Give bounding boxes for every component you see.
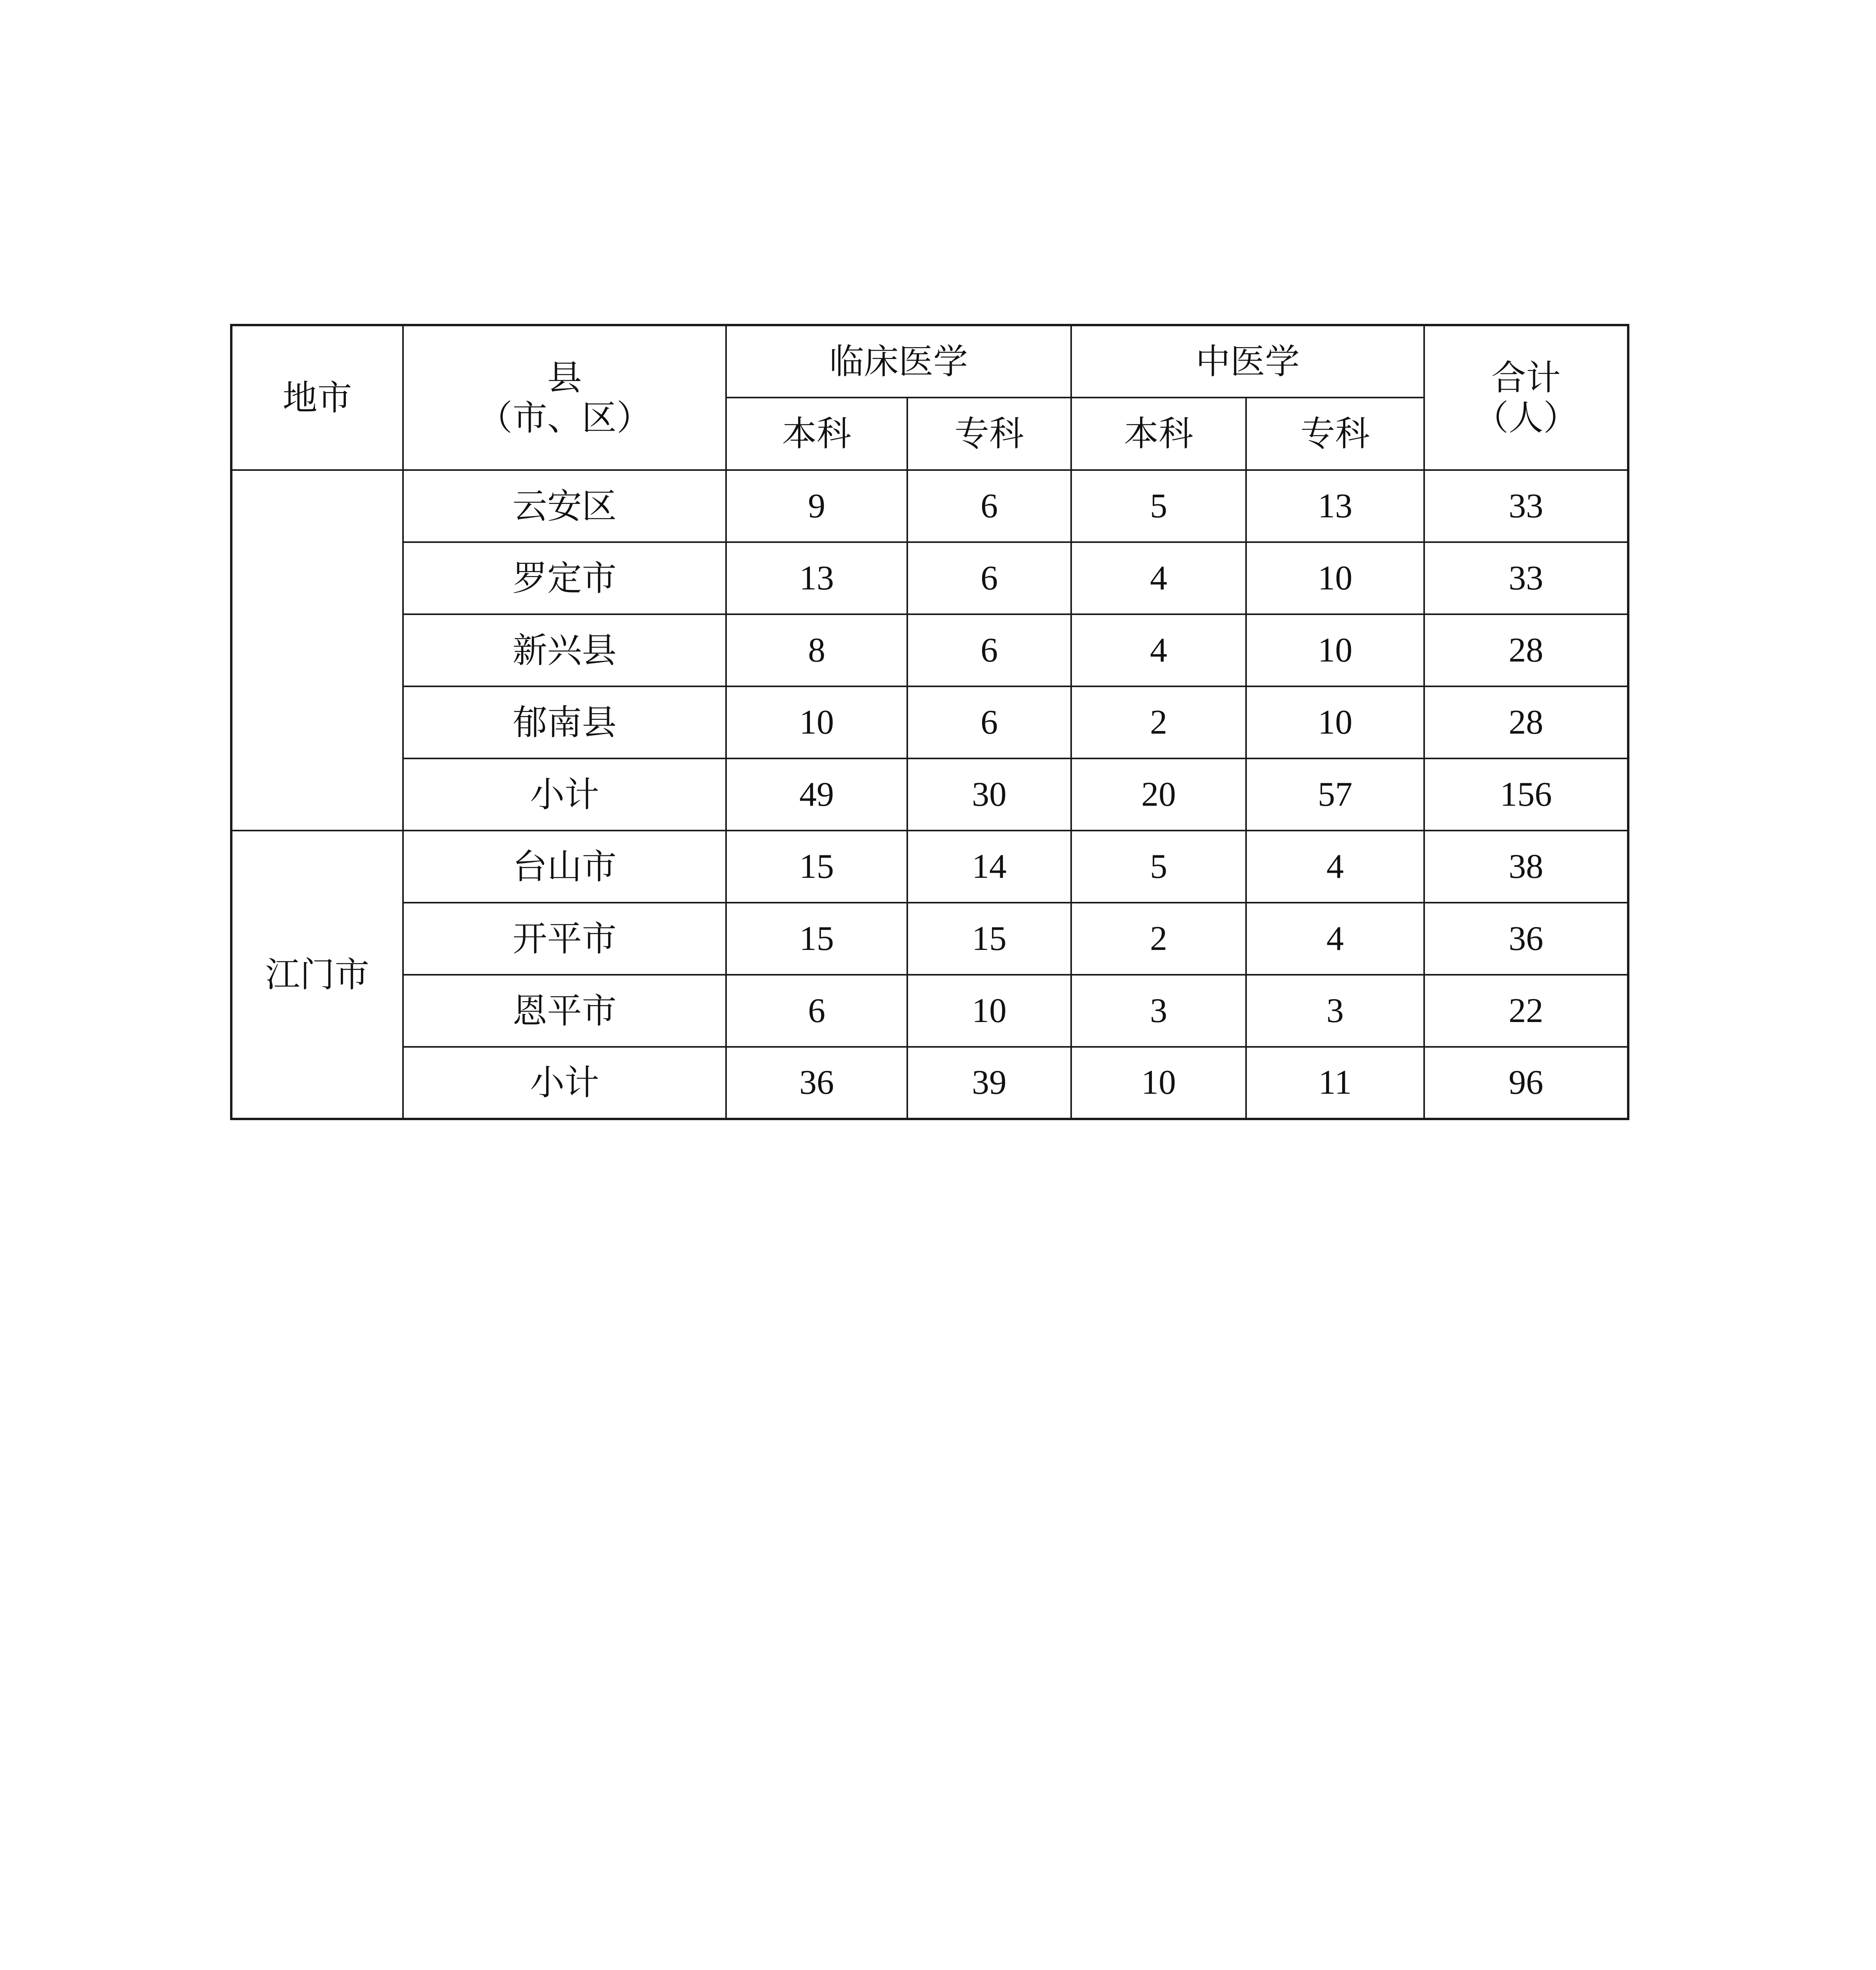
total-cell: 38 xyxy=(1424,831,1628,903)
tcm-junior-cell: 10 xyxy=(1246,686,1424,758)
clinical-junior-cell: 6 xyxy=(907,470,1071,542)
tcm-bachelor-cell: 3 xyxy=(1071,975,1246,1047)
tcm-bachelor-cell: 2 xyxy=(1071,686,1246,758)
total-cell: 28 xyxy=(1424,614,1628,686)
tcm-junior-cell: 4 xyxy=(1246,903,1424,975)
header-county xyxy=(403,325,726,470)
clinical-junior-cell: 6 xyxy=(907,686,1071,758)
county-cell: 开平市 xyxy=(403,903,726,975)
subtotal-label: 小计 xyxy=(403,758,726,831)
clinical-junior-cell: 14 xyxy=(907,831,1071,903)
clinical-bachelor-cell: 6 xyxy=(726,975,907,1047)
header-clinical-junior: 专科 xyxy=(907,398,1071,470)
subtotal-row xyxy=(231,758,1628,831)
subtotal-clinical-bachelor: 49 xyxy=(726,758,907,831)
county-cell: 云安区 xyxy=(403,470,726,542)
header-tcm-junior: 专科 xyxy=(1246,398,1424,470)
tcm-bachelor-cell: 5 xyxy=(1071,470,1246,542)
clinical-junior-cell: 6 xyxy=(907,614,1071,686)
subtotal-clinical-junior: 30 xyxy=(907,758,1071,831)
subtotal-tcm-junior: 11 xyxy=(1246,1047,1424,1119)
subtotal-total: 156 xyxy=(1424,758,1628,831)
county-cell: 台山市 xyxy=(403,831,726,903)
clinical-bachelor-cell: 15 xyxy=(726,903,907,975)
header-tcm: 中医学 xyxy=(1071,325,1424,398)
tcm-bachelor-cell: 4 xyxy=(1071,614,1246,686)
city-cell xyxy=(231,470,403,831)
total-cell: 22 xyxy=(1424,975,1628,1047)
clinical-bachelor-cell: 13 xyxy=(726,542,907,614)
table-row xyxy=(231,542,1628,614)
tcm-junior-cell: 4 xyxy=(1246,831,1424,903)
subtotal-total: 96 xyxy=(1424,1047,1628,1119)
clinical-bachelor-cell: 15 xyxy=(726,831,907,903)
tcm-bachelor-cell: 5 xyxy=(1071,831,1246,903)
header-clinical-bachelor: 本科 xyxy=(726,398,907,470)
subtotal-tcm-bachelor: 20 xyxy=(1071,758,1246,831)
subtotal-tcm-bachelor: 10 xyxy=(1071,1047,1246,1119)
county-cell: 新兴县 xyxy=(403,614,726,686)
clinical-bachelor-cell: 8 xyxy=(726,614,907,686)
tcm-junior-cell: 10 xyxy=(1246,614,1424,686)
table-row xyxy=(231,903,1628,975)
clinical-junior-cell: 6 xyxy=(907,542,1071,614)
tcm-junior-cell: 3 xyxy=(1246,975,1424,1047)
header-total-line2: （人） xyxy=(1474,397,1578,438)
table-row xyxy=(231,975,1628,1047)
total-cell: 33 xyxy=(1424,542,1628,614)
tcm-bachelor-cell: 4 xyxy=(1071,542,1246,614)
county-cell: 恩平市 xyxy=(403,975,726,1047)
total-cell: 28 xyxy=(1424,686,1628,758)
table-row xyxy=(231,831,1628,903)
clinical-bachelor-cell: 10 xyxy=(726,686,907,758)
city-cell: 江门市 xyxy=(231,831,403,1119)
header-total-line1: 合计 xyxy=(1491,357,1561,398)
county-cell: 郁南县 xyxy=(403,686,726,758)
subtotal-label: 小计 xyxy=(403,1047,726,1119)
subtotal-row xyxy=(231,1047,1628,1119)
county-cell: 罗定市 xyxy=(403,542,726,614)
header-clinical: 临床医学 xyxy=(726,325,1071,398)
clinical-bachelor-cell: 9 xyxy=(726,470,907,542)
tcm-junior-cell: 10 xyxy=(1246,542,1424,614)
table-row xyxy=(231,686,1628,758)
header-county-line2: （市、区） xyxy=(477,397,651,438)
quota-table xyxy=(230,324,1629,1120)
subtotal-clinical-junior: 39 xyxy=(907,1047,1071,1119)
subtotal-clinical-bachelor: 36 xyxy=(726,1047,907,1119)
tcm-junior-cell: 13 xyxy=(1246,470,1424,542)
header-tcm-bachelor: 本科 xyxy=(1071,398,1246,470)
header-row-1 xyxy=(231,325,1628,398)
table-row xyxy=(231,614,1628,686)
header-total xyxy=(1424,325,1628,470)
tcm-bachelor-cell: 2 xyxy=(1071,903,1246,975)
clinical-junior-cell: 10 xyxy=(907,975,1071,1047)
subtotal-tcm-junior: 57 xyxy=(1246,758,1424,831)
total-cell: 33 xyxy=(1424,470,1628,542)
table-row xyxy=(231,470,1628,542)
header-county-line1: 县 xyxy=(547,357,582,398)
total-cell: 36 xyxy=(1424,903,1628,975)
clinical-junior-cell: 15 xyxy=(907,903,1071,975)
header-city: 地市 xyxy=(231,325,403,470)
